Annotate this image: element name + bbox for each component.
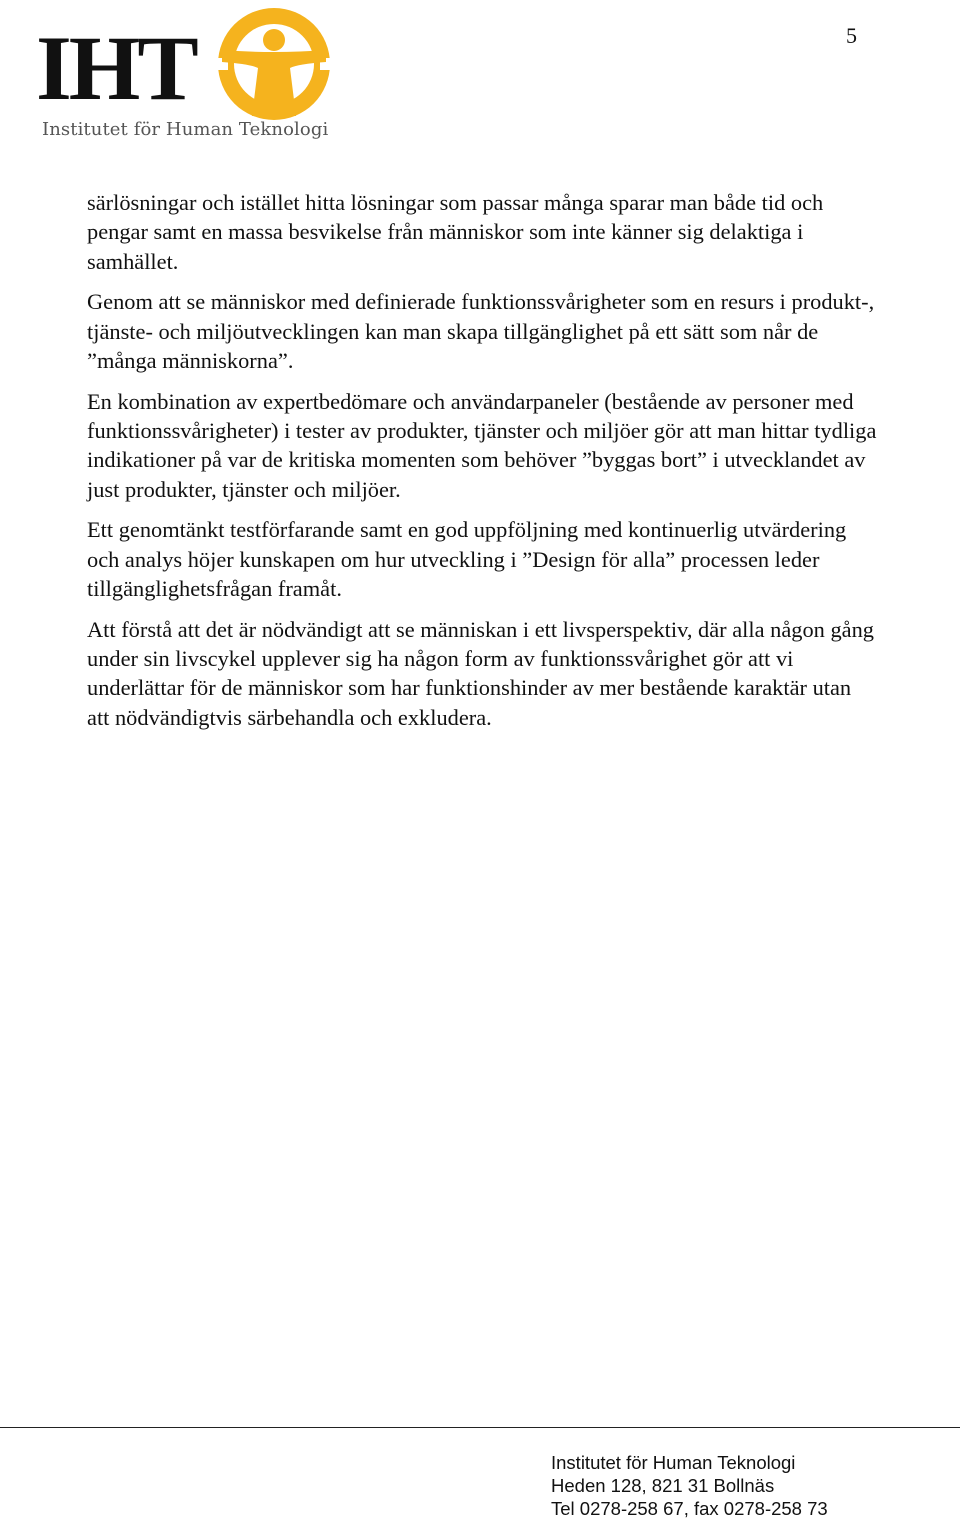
footer-contact: Tel 0278-258 67, fax 0278-258 73 [551,1498,828,1519]
iht-logo [36,4,336,146]
footer-address: Heden 128, 821 31 Bollnäs [551,1475,775,1496]
page-number: 5 [846,23,857,48]
footer [551,1451,828,1520]
human-figure-icon [212,8,336,120]
body-text [87,188,877,744]
logo-wordmark: IHT [36,17,196,119]
paragraph: Genom att se människor med definierade funktionssvårigheter som en resurs i produkt-, tjänste- och miljöutvecklingen kan man skapa tillgänglighet på ett sätt som når de ”många människorna”. [87,289,875,373]
paragraph: Ett genomtänkt testförfarande samt en god uppföljning med kontinuerlig utvärdering och analys höjer kunskapen om hur utveckling i ”Design för alla” processen leder tillgänglighetsfrågan framåt. [87,517,847,602]
paragraph: särlösningar och istället hitta lösningar som passar många sparar man både tid och pengar samt en massa besvikelse från människor som inte känner sig delaktiga i samhället. [87,190,824,274]
footer-organization: Institutet för Human Teknologi [551,1452,796,1473]
paragraph: En kombination av expertbedömare och användarpaneler (bestående av personer med funktionssvårigheter) i tester av produkter, tjänster och miljöer gör att man hittar tydliga indikationer på var de kritiska momenten som behöver ”byggas bort” i utvecklandet av just produkter, tjänster och miljöer. [87,388,877,502]
footer-divider [0,1427,960,1428]
paragraph: Att förstå att det är nödvändigt att se människan i ett livsperspektiv, där alla någon gång under sin livscykel upplever sig ha någon form av funktionssvårighet gör att vi underlättar för de människor som har funktionshinder av mer bestående karaktär utan att nödvändigtvis särbehandla och exkludera. [87,616,874,730]
logo-institute-name: Institutet för Human Teknologi [42,119,329,140]
